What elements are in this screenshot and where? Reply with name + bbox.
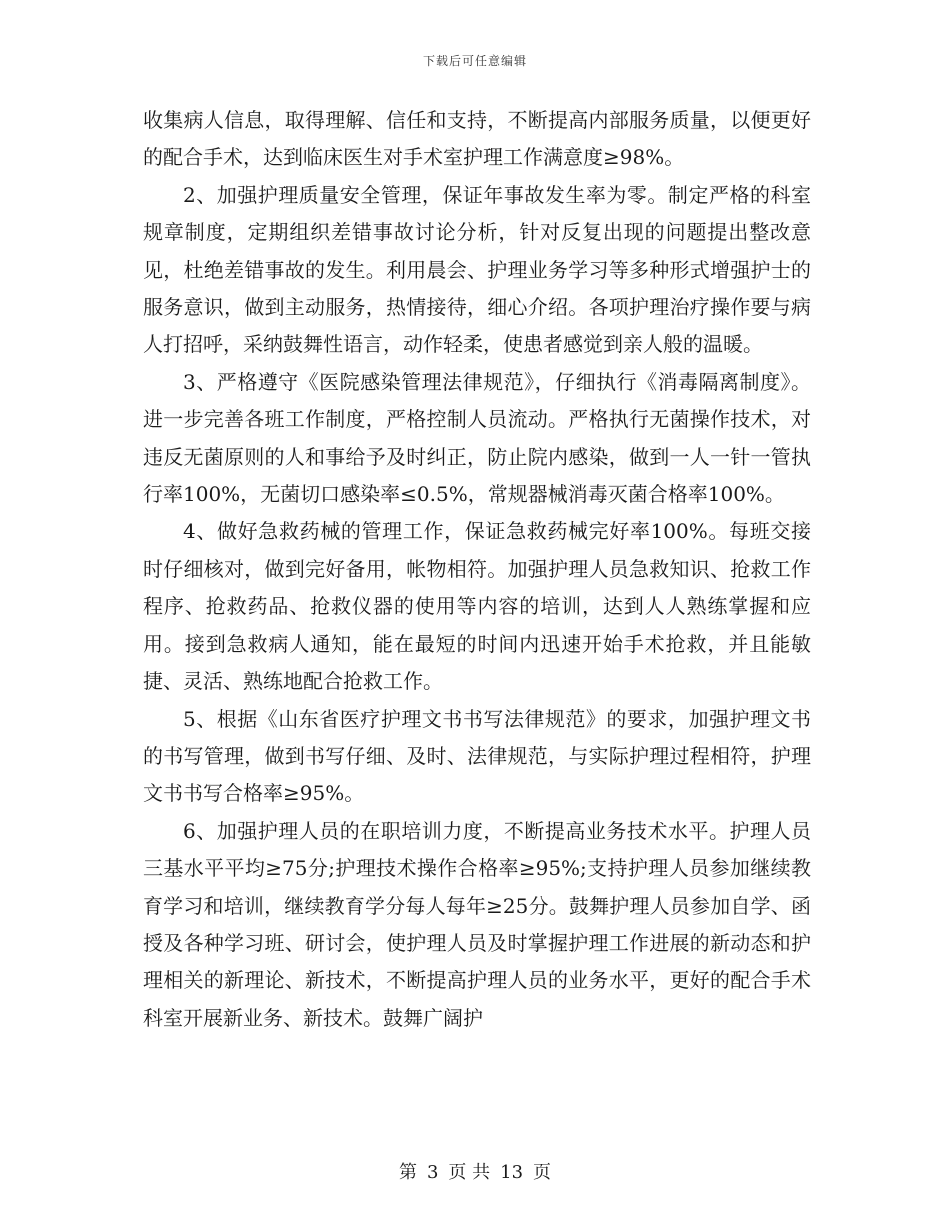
paragraph-item-6: 6、加强护理人员的在职培训力度，不断提高业务技术水平。护理人员三基水平平均≥75分;护理技术操作合格率≥95%;支持护理人员参加继续教育学习和培训，继续教育学分每人每年≥25分。鼓舞护理人员参加自学、函授及各种学习班、研讨会，使护理人员及时掌握护理工作进展的新动态和护理相关的新理论、新技术，不断提高护理人员的业务水平，更好的配合手术科室开展新业务、新技术。鼓舞广阔护 (143, 818, 811, 1030)
paragraph-item-3: 3、严格遵守《医院感染管理法律规范》，仔细执行《消毒隔离制度》。进一步完善各班工作制度，严格控制人员流动。严格执行无菌操作技术，对违反无菌原则的人和事给予及时纠正，防止院内感染，做到一人一针一管执行率100%，无菌切口感染率≤0.5%，常规器械消毒灭菌合格率100%。 (143, 369, 811, 507)
paragraph-item-2: 2、加强护理质量安全管理，保证年事故发生率为零。制定严格的科室规章制度，定期组织差错事故讨论分析，针对反复出现的问题提出整改意见，杜绝差错事故的发生。利用晨会、护理业务学习等多种形式增强护士的服务意识，做到主动服务，热情接待，细心介绍。各项护理治疗操作要与病人打招呼，采纳鼓舞性语言，动作轻柔，使患者感觉到亲人般的温暖。 (143, 182, 811, 357)
footer-total-pages: 13 (500, 1162, 524, 1183)
page-header: 下载后可任意编辑 (422, 54, 527, 68)
paragraph-continuation: 收集病人信息，取得理解、信任和支持，不断提高内部服务质量，以便更好的配合手术，达到临床医生对手术室护理工作满意度≥98%。 (143, 108, 811, 170)
footer-current-page: 3 (426, 1162, 439, 1183)
document-body (143, 102, 811, 1037)
footer-suffix: 页 (533, 1162, 552, 1183)
page-footer (0, 1158, 950, 1184)
paragraph-item-4: 4、做好急救药械的管理工作，保证急救药械完好率100%。每班交接时仔细核对，做到完好备用，帐物相符。加强护理人员急救知识、抢救工作程序、抢救药品、抢救仪器的使用等内容的培训，达到人人熟练掌握和应用。接到急救病人通知，能在最短的时间内迅速开始手术抢救，并且能敏捷、灵活、熟练地配合抢救工作。 (143, 519, 811, 694)
footer-prefix: 第 (398, 1162, 417, 1183)
footer-middle: 页 共 (448, 1162, 491, 1183)
paragraph-item-5: 5、根据《山东省医疗护理文书书写法律规范》的要求，加强护理文书的书写管理，做到书写仔细、及时、法律规范，与实际护理过程相符，护理文书书写合格率≥95%。 (143, 706, 811, 806)
